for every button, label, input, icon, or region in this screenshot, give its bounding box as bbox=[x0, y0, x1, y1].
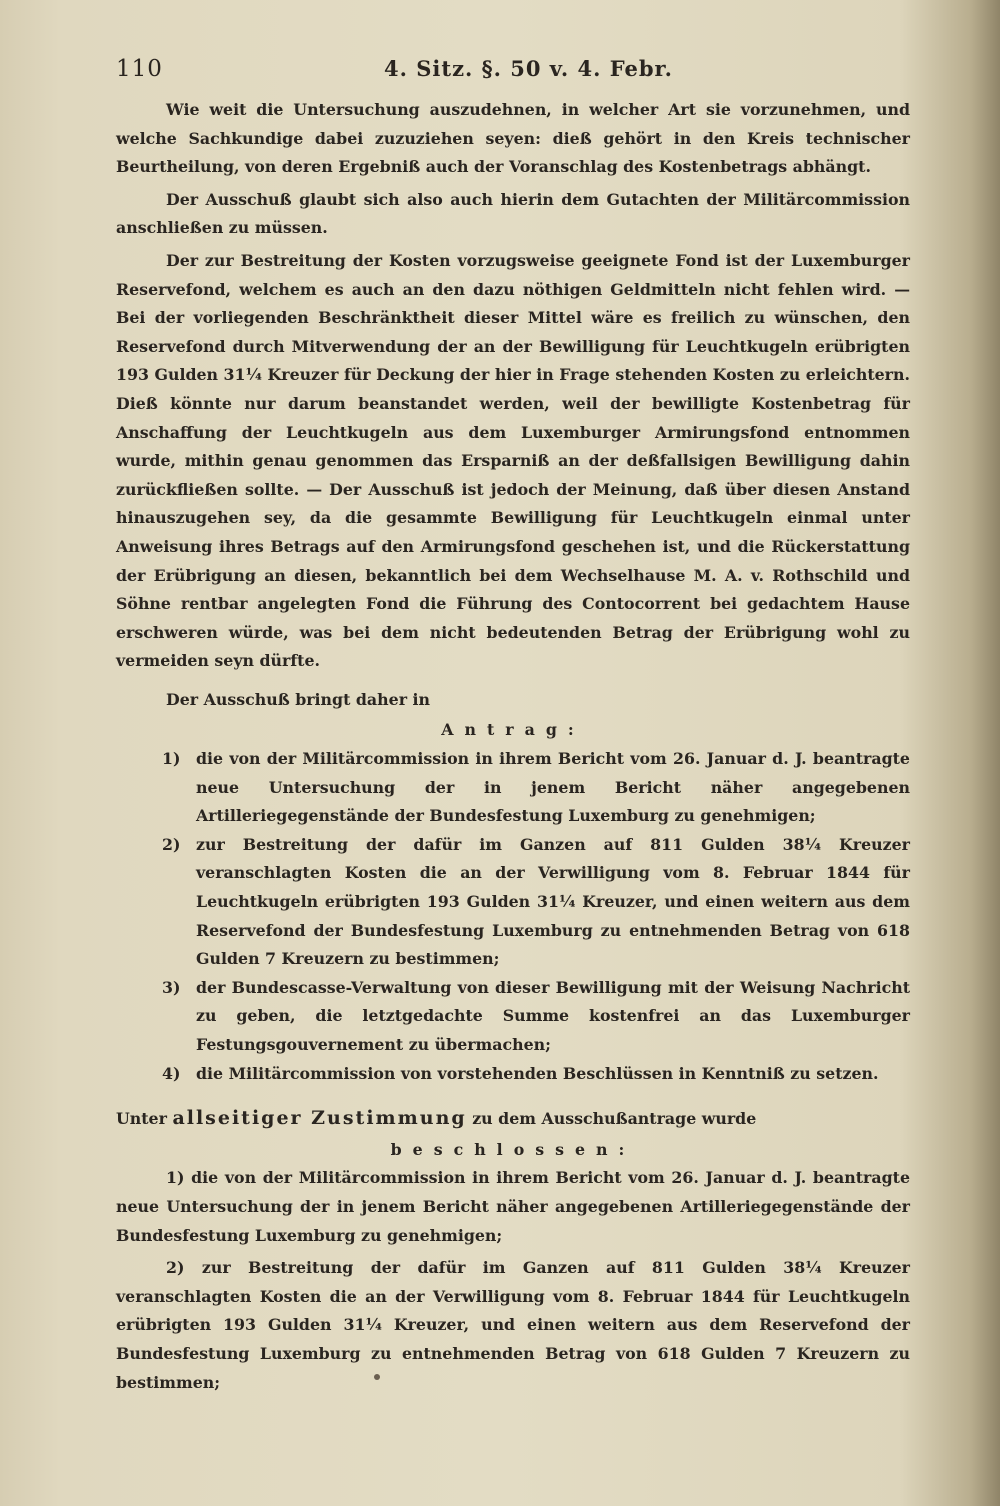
antrag-item bbox=[116, 1060, 910, 1089]
item-text: zur Bestreitung der dafür im Ganzen auf 811 Gulden 38¼ Kreuzer veranschlagten Kosten die an der Verwilligung vom 8. Februar 1844 für Leuchtkugeln erübrigten 193 Gulden 31¼ Kreuzer, und einen weitern aus dem Reservefond der Bundesfestung Luxemburg zu entnehmenden Betrag von 618 Gulden 7 Kreuzern zu bestimmen; bbox=[196, 834, 910, 969]
paragraph: Der zur Bestreitung der Kosten vorzugsweise geeignete Fond ist der Luxemburger Reservefond, welchem es auch an den dazu nöthigen Geldmitteln nicht fehlen wird. — Bei der vorliegenden Beschränktheit dieser Mittel wäre es freilich zu wünschen, den Reservefond durch Mitverwendung der an der Bewilligung für Leuchtkugeln erübrigten 193 Gulden 31¼ Kreuzer für Deckung der hier in Frage stehenden Kosten zu erleichtern. Dieß könnte nur darum beanstandet werden, weil der bewilligte Kostenbetrag für Anschaffung der Leuchtkugeln aus dem Luxemburger Armirungsfond entnommen wurde, mithin genau genommen das Ersparniß an der deßfallsigen Bewilligung dahin zurückfließen sollte. — Der Ausschuß ist jedoch der Meinung, daß über diesen Anstand hinauszugehen sey, da die gesammte Bewilligung für Leuchtkugeln einmal unter Anweisung ihres Betrags auf den Armirungsfond geschehen ist, und die Rückerstattung der Erübrigung an diesen, bekanntlich bei dem Wechselhause M. A. v. Rothschild und Söhne rentbar angelegten Fond die Führung des Contocorrent bei gedachtem Hause erschweren würde, was bei dem nicht bedeutenden Betrag der Erübrigung wohl zu vermeiden seyn dürfte. bbox=[116, 250, 910, 671]
resolution-intro bbox=[116, 1104, 910, 1134]
antrag-item bbox=[116, 831, 910, 974]
page-number: 110 bbox=[116, 56, 163, 82]
paragraph: Wie weit die Untersuchung auszudehnen, in welcher Art sie vorzunehmen, und welche Sachkundige dabei zuzuziehen seyen: dieß gehört in den Kreis technischer Beurtheilung, von deren Ergebniß auch der Voranschlag des Kostenbetrags abhängt. bbox=[116, 100, 910, 177]
beschlossen-heading: beschlossen: bbox=[390, 1139, 636, 1159]
item-number: 4) bbox=[162, 1063, 181, 1083]
item-number: 3) bbox=[162, 977, 181, 997]
page-header bbox=[116, 56, 916, 96]
paragraph: Der Ausschuß bringt daher in bbox=[166, 689, 431, 709]
item-text: die von der Militärcommission in ihrem Bericht vom 26. Januar d. J. beantragte neue Untersuchung der in jenem Bericht näher angegebenen Artilleriegegenstände der Bundesfestung Luxemburg zu genehmigen; bbox=[116, 1168, 910, 1245]
page-body bbox=[116, 96, 910, 1397]
paragraph: Der Ausschuß glaubt sich also auch hierin dem Gutachten der Militärcommission anschließen zu müssen. bbox=[116, 189, 910, 238]
antrag-heading: Antrag: bbox=[441, 720, 585, 740]
item-number: 2) bbox=[162, 834, 181, 854]
intro-prefix: Unter bbox=[116, 1109, 167, 1129]
item-text: zur Bestreitung der dafür im Ganzen auf 811 Gulden 38¼ Kreuzer veranschlagten Kosten die an der Verwilligung vom 8. Februar 1844 für Leuchtkugeln erübrigten 193 Gulden 31¼ Kreuzer, und einen weitern aus dem Reservefond der Bundesfestung Luxemburg zu entnehmenden Betrag von 618 Gulden 7 Kreuzern zu bestimmen; bbox=[116, 1258, 910, 1392]
antrag-item bbox=[116, 974, 910, 1060]
beschlossen-item bbox=[116, 1164, 910, 1250]
beschlossen-item bbox=[116, 1254, 910, 1397]
item-text: die von der Militärcommission in ihrem Bericht vom 26. Januar d. J. beantragte neue Untersuchung der in jenem Bericht näher angegebenen Artilleriegegenstände der Bundesfestung Luxemburg zu genehmigen; bbox=[196, 749, 910, 826]
item-text: der Bundescasse-Verwaltung von dieser Bewilligung mit der Weisung Nachricht zu geben, die letztgedachte Summe kostenfrei an das Luxemburger Festungsgouvernement zu übermachen; bbox=[196, 977, 910, 1054]
intro-suffix: zu dem Ausschußantrage wurde bbox=[472, 1109, 757, 1129]
antrag-item bbox=[116, 745, 910, 831]
item-text: die Militärcommission von vorstehenden Beschlüssen in Kenntniß zu setzen. bbox=[196, 1063, 879, 1083]
item-number: 1) bbox=[166, 1168, 185, 1188]
ink-spot bbox=[374, 1374, 380, 1380]
running-title: 4. Sitz. §. 50 v. 4. Febr. bbox=[384, 56, 673, 81]
intro-spaced: allseitiger Zustimmung bbox=[172, 1107, 467, 1130]
item-number: 2) bbox=[166, 1258, 185, 1278]
item-number: 1) bbox=[162, 749, 181, 769]
